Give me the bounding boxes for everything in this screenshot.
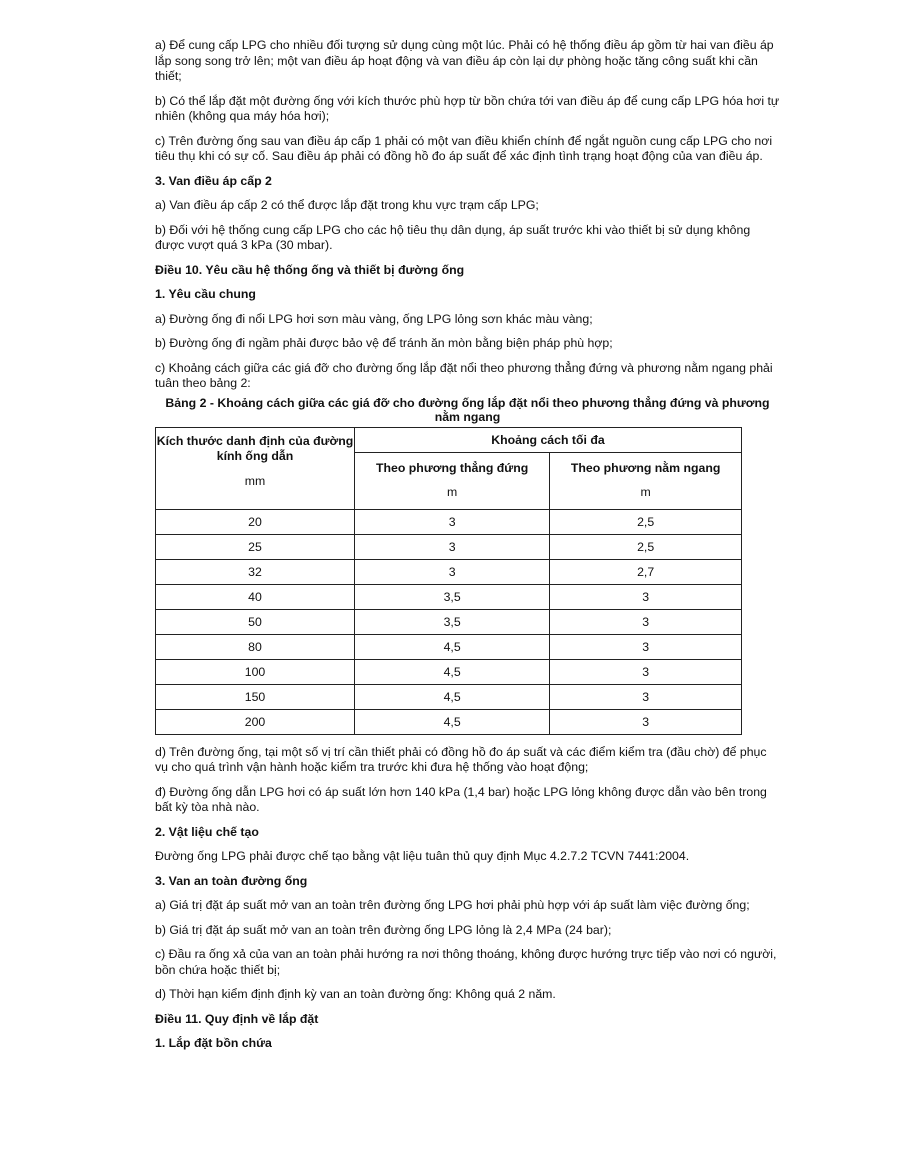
spacing-table xyxy=(155,427,742,735)
paragraph: a) Van điều áp cấp 2 có thể được lắp đặt trong khu vực trạm cấp LPG; xyxy=(155,198,539,212)
article-heading: Điều 10. Yêu cầu hệ thống ống và thiết bị đường ống xyxy=(155,262,465,277)
cell-size: 50 xyxy=(156,609,355,634)
paragraph: d) Trên đường ống, tại một số vị trí cần thiết phải có đồng hồ đo áp suất và các điểm kiểm tra (đầu chờ) để phục vụ cho quá trình vận hành hoặc kiểm tra trước khi đưa hệ thống vào hoạt động; xyxy=(155,744,767,774)
cell-vertical: 4,5 xyxy=(355,659,550,684)
paragraph: Đường ống LPG phải được chế tạo bằng vật liệu tuân thủ quy định Mục 4.2.7.2 TCVN 7441:2004. xyxy=(155,849,690,863)
paragraph: c) Trên đường ống sau van điều áp cấp 1 phải có một van điều khiển chính để ngắt nguồn cung cấp LPG cho nơi tiêu thụ khi có sự cố. Sau điều áp phải có đồng hồ đo áp suất để xác định tình trạng hoạt động của van điều áp. xyxy=(155,133,773,163)
cell-size: 40 xyxy=(156,584,355,609)
column-header-size xyxy=(156,427,355,509)
column-header-horizontal-label: Theo phương nằm ngang xyxy=(570,460,721,475)
cell-size: 80 xyxy=(156,634,355,659)
section-heading: 3. Van an toàn đường ống xyxy=(155,873,308,888)
table-row xyxy=(156,559,742,584)
paragraph: c) Đầu ra ống xả của van an toàn phải hướng ra nơi thông thoáng, không được hướng trực tiếp vào nơi có người, bồn chứa hoặc thiết bị; xyxy=(155,947,777,977)
paragraph: b) Giá trị đặt áp suất mở van an toàn trên đường ống LPG lỏng là 2,4 MPa (24 bar); xyxy=(155,922,612,937)
cell-horizontal: 2,5 xyxy=(550,534,742,559)
section-heading: 1. Lắp đặt bồn chứa xyxy=(155,1036,272,1050)
cell-size: 25 xyxy=(156,534,355,559)
table-row xyxy=(156,609,742,634)
column-header-vertical-unit: m xyxy=(447,484,458,499)
cell-horizontal: 3 xyxy=(550,609,742,634)
table-row xyxy=(156,709,742,734)
cell-size: 200 xyxy=(156,709,355,734)
paragraph: b) Đường ống đi ngầm phải được bảo vệ để tránh ăn mòn bằng biện pháp phù hợp; xyxy=(155,336,613,350)
cell-horizontal: 3 xyxy=(550,684,742,709)
cell-size: 100 xyxy=(156,659,355,684)
cell-horizontal: 3 xyxy=(550,584,742,609)
cell-horizontal: 3 xyxy=(550,709,742,734)
paragraph: a) Giá trị đặt áp suất mở van an toàn trên đường ống LPG hơi phải phù hợp với áp suất làm việc đường ống; xyxy=(155,898,750,912)
column-header-horizontal xyxy=(550,452,742,509)
cell-vertical: 4,5 xyxy=(355,709,550,734)
cell-vertical: 3 xyxy=(355,559,550,584)
table-row xyxy=(156,584,742,609)
cell-vertical: 4,5 xyxy=(355,684,550,709)
cell-horizontal: 3 xyxy=(550,659,742,684)
table-row xyxy=(156,659,742,684)
column-header-size-unit: mm xyxy=(244,473,266,488)
table-row xyxy=(156,509,742,534)
article-heading: Điều 11. Quy định về lắp đặt xyxy=(155,1011,319,1026)
cell-size: 20 xyxy=(156,509,355,534)
column-header-vertical xyxy=(355,452,550,509)
table-row xyxy=(156,684,742,709)
paragraph: d) Thời hạn kiểm định định kỳ van an toàn đường ống: Không quá 2 năm. xyxy=(155,987,556,1001)
paragraph: b) Có thể lắp đặt một đường ống với kích thước phù hợp từ bồn chứa tới van điều áp để cung cấp LPG hóa hơi tự nhiên (không qua máy hóa hơi); xyxy=(155,93,780,123)
cell-horizontal: 2,5 xyxy=(550,509,742,534)
section-heading: 2. Vật liệu chế tạo xyxy=(155,824,259,839)
cell-horizontal: 2,7 xyxy=(550,559,742,584)
cell-vertical: 3 xyxy=(355,509,550,534)
cell-size: 32 xyxy=(156,559,355,584)
table-row xyxy=(156,634,742,659)
cell-vertical: 3 xyxy=(355,534,550,559)
section-heading: 3. Van điều áp cấp 2 xyxy=(155,173,272,188)
column-header-horizontal-unit: m xyxy=(640,484,651,499)
table-row xyxy=(156,534,742,559)
column-header-max-distance: Khoảng cách tối đa xyxy=(355,427,742,452)
cell-size: 150 xyxy=(156,684,355,709)
cell-vertical: 3,5 xyxy=(355,584,550,609)
paragraph: đ) Đường ống dẫn LPG hơi có áp suất lớn hơn 140 kPa (1,4 bar) hoặc LPG lỏng không được dẫn vào bên trong bất kỳ tòa nhà nào. xyxy=(155,784,767,814)
table-caption: Bảng 2 - Khoảng cách giữa các giá đỡ cho đường ống lắp đặt nổi theo phương thẳng đứng và phương nằm ngang xyxy=(165,395,770,424)
paragraph: c) Khoảng cách giữa các giá đỡ cho đường ống lắp đặt nổi theo phương thẳng đứng và phương nằm ngang phải tuân theo bảng 2: xyxy=(155,360,773,390)
cell-vertical: 3,5 xyxy=(355,609,550,634)
paragraph: b) Đối với hệ thống cung cấp LPG cho các hộ tiêu thụ dân dụng, áp suất trước khi vào thiết bị sử dụng không được vượt quá 3 kPa (30 mbar). xyxy=(155,222,751,252)
paragraph: a) Để cung cấp LPG cho nhiều đối tượng sử dụng cùng một lúc. Phải có hệ thống điều áp gồm từ hai van điều áp lắp song song trở lên; một van điều áp hoạt động và van điều áp còn lại dự phòng hoặc tăng công suất khi cần thiết; xyxy=(155,38,774,83)
cell-horizontal: 3 xyxy=(550,634,742,659)
paragraph: a) Đường ống đi nổi LPG hơi sơn màu vàng, ống LPG lỏng sơn khác màu vàng; xyxy=(155,311,593,326)
cell-vertical: 4,5 xyxy=(355,634,550,659)
column-header-size-label: Kích thước danh định của đường kính ống dẫn xyxy=(156,433,354,463)
column-header-vertical-label: Theo phương thẳng đứng xyxy=(376,460,529,475)
section-heading: 1. Yêu cầu chung xyxy=(155,287,256,301)
document-page xyxy=(155,38,780,1061)
